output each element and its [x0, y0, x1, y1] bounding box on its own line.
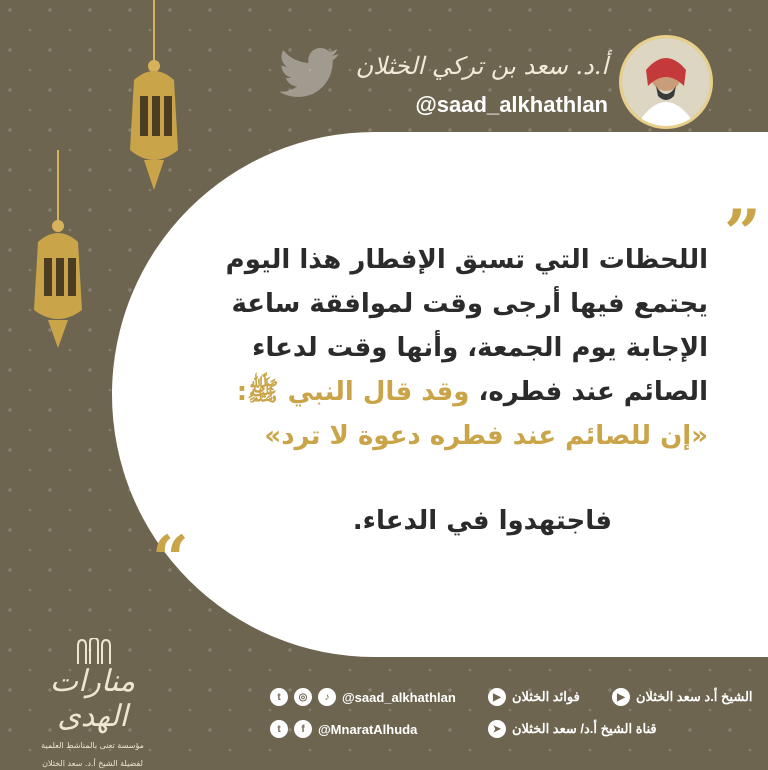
youtube-fawaid[interactable] — [488, 688, 580, 706]
quote-line-with-highlight — [188, 370, 708, 414]
channel-label: فوائد الخثلان — [512, 689, 580, 704]
facebook-icon[interactable]: f — [294, 720, 312, 738]
brand-subtitle-1: مؤسسة تعنى بالمناشط العلمية — [41, 741, 144, 750]
brand-logo-text: منارات الهدى — [49, 664, 136, 734]
telegram-channel[interactable] — [488, 720, 657, 738]
youtube-icon: ▶ — [488, 688, 506, 706]
youtube-icon: ▶ — [612, 688, 630, 706]
quote-line: الإجابة يوم الجمعة، وأنها وقت لدعاء — [252, 333, 708, 363]
brand-mark-icon — [72, 638, 112, 664]
brand-block — [30, 638, 155, 770]
social-row-2 — [270, 720, 417, 738]
quote-line: الصائم عند فطره، — [478, 377, 708, 407]
quote-line: يجتمع فيها أرجى وقت لموافقة ساعة — [231, 289, 708, 319]
telegram-icon: ➤ — [488, 720, 506, 738]
social-row-1 — [270, 688, 456, 706]
hadith-text: «إن للصائم عند فطره دعوة لا ترد» — [264, 421, 708, 451]
highlight-intro: وقد قال النبي ﷺ: — [236, 377, 470, 407]
twitter-icon[interactable]: t — [270, 720, 288, 738]
lantern-icon — [24, 150, 92, 350]
author-handle[interactable]: @saad_alkhathlan — [415, 92, 608, 117]
quote-open-icon: ” — [724, 196, 761, 271]
lantern-icon — [118, 0, 190, 200]
closing-line: فاجتهدوا في الدعاء. — [352, 506, 612, 536]
twitter-icon[interactable]: t — [270, 688, 288, 706]
tiktok-icon[interactable]: ♪ — [318, 688, 336, 706]
social-handle[interactable]: @saad_alkhathlan — [342, 689, 456, 705]
quote-body — [188, 238, 708, 458]
quote-line: اللحظات التي تسبق الإفطار هذا اليوم — [225, 245, 708, 275]
quote-close-icon: “ — [152, 522, 189, 597]
brand-subtitle-2: لفضيلة الشيخ أ.د. سعد الخثلان — [42, 759, 143, 768]
channel-label: الشيخ أ.د سعد الخثلان — [636, 689, 753, 704]
channel-label: قناة الشيخ أ.د/ سعد الخثلان — [512, 721, 657, 736]
instagram-icon[interactable]: ◎ — [294, 688, 312, 706]
author-name: أ.د. سعد بن تركي الخثلان — [355, 52, 608, 80]
avatar — [622, 38, 710, 126]
twitter-bird-icon — [278, 48, 340, 98]
social-handle[interactable]: @MnaratAlhuda — [318, 721, 418, 737]
youtube-sheikh[interactable] — [612, 688, 753, 706]
